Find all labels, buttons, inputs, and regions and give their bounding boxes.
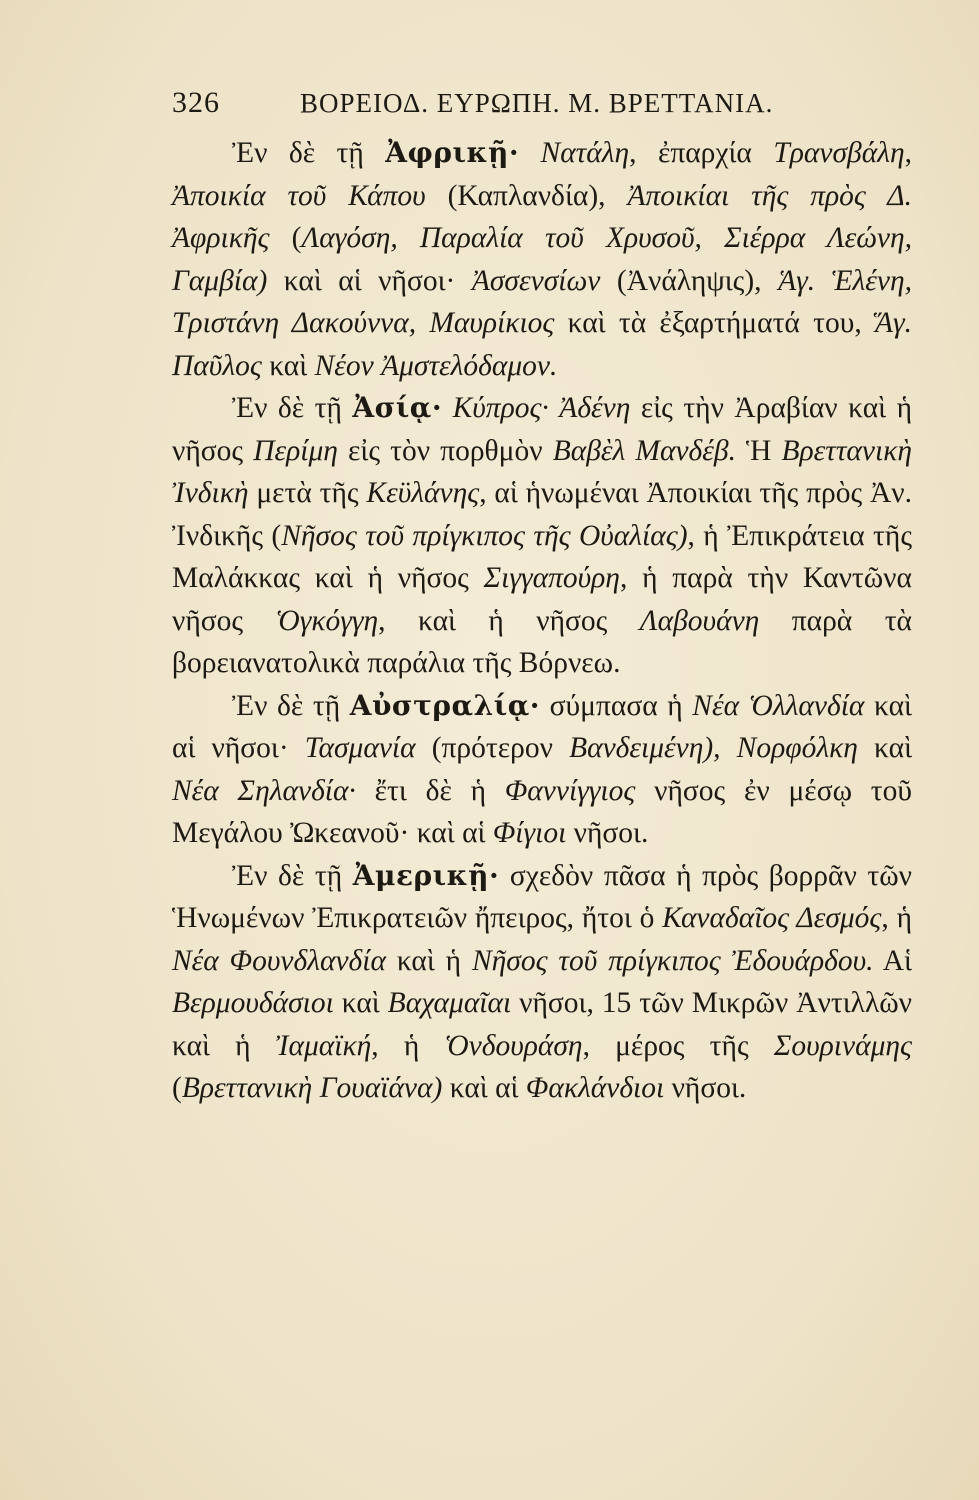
text-run: (πρότερον (415, 732, 570, 764)
text-run: ἔτι δὲ ἡ (355, 774, 505, 807)
region-heading: Ἀφρικῇ· (385, 136, 520, 169)
italic-place-name: Ἅγ. Παῦλος (172, 307, 912, 382)
text-run: σχεδὸν πᾶσα ἡ πρὸς βορρᾶν τῶν Ἡνωμένων Ἐπικρατειῶν ἤπειρος, ἤτοι ὁ (172, 859, 912, 934)
text-run: , ἡ παρὰ τὴν Καντῶνα νῆσος (172, 562, 912, 637)
italic-place-name: Βανδειμένη), (569, 732, 721, 764)
italic-place-name: Σουρινάμης (773, 1029, 912, 1062)
text-run: , (904, 137, 912, 169)
italic-place-name: Ἰαμαϊκή (275, 1029, 372, 1062)
italic-place-name: Βερμουδάσιοι (172, 987, 334, 1019)
italic-place-name: Ἀποικία τοῦ Κάπου (172, 179, 426, 212)
text-run: ( (172, 1072, 182, 1104)
text-run: καὶ αἱ νῆσοι· (172, 689, 912, 764)
italic-place-name: Καναδαῖος Δεσμός (662, 902, 882, 934)
text-run: εἰς τὴν Ἀραβίαν καὶ ἡ νῆσος (172, 392, 912, 467)
text-run: , μέρος τῆς (582, 1029, 774, 1062)
italic-place-name: Ἁγ. Ἑλένη, Τριστάνη Δακούννα, Μαυρίκιος (172, 264, 912, 339)
text-run: Αἱ (873, 944, 912, 977)
text-run: καὶ (857, 732, 913, 764)
text-run: σύμπασα ἡ (540, 689, 693, 722)
italic-place-name: Τρανσβάλη (773, 137, 905, 169)
italic-place-name: Νέα Φουνδλανδία (172, 944, 386, 977)
text-run: Ἐν δὲ τῇ (232, 859, 353, 892)
italic-place-name: Φίγιοι (492, 817, 567, 849)
text-run: νῆσοι. (566, 817, 649, 849)
paragraph-australia (172, 685, 912, 855)
text-run: παρὰ τὰ βορειανατολικὰ παράλια τῆς Βόρνεω. (172, 604, 913, 679)
italic-place-name: Ὁγκόγγη (275, 604, 379, 637)
text-run: Ἐν δὲ τῇ (232, 392, 353, 424)
text-run: Ἐν δὲ τῇ (232, 689, 350, 722)
text-run: , ἡ (881, 902, 912, 934)
region-heading: Αὐστραλίᾳ· (349, 688, 541, 722)
italic-place-name: Περίμη (253, 434, 338, 467)
italic-place-name: Κεϋλάνης (366, 477, 480, 509)
text-run: νῆσοι, 15 τῶν Μικρῶν Ἀντιλλῶν καὶ ἡ (172, 987, 913, 1062)
text-run: , αἱ ἡνωμέναι Ἀποικίαι τῆς πρὸς Ἀν. Ἰνδικῆς ( (172, 477, 912, 552)
italic-place-name: Σιγγαπούρη (483, 562, 620, 594)
region-heading: Ἀσίᾳ· (352, 391, 443, 424)
region-heading: Ἀμερικῇ· (352, 858, 500, 892)
text-run: καὶ (333, 987, 388, 1019)
text-run: καὶ τὰ ἐξαρτήματά του, (554, 307, 875, 339)
italic-place-name: Ἀσσενσίων (471, 264, 601, 297)
text-run: , ἐπαρχία (629, 137, 774, 169)
italic-place-name: Νῆσος τοῦ πρίγκιπος τῆς Οὐαλίας) (281, 519, 688, 552)
italic-place-name: Ἀποικίαι τῆς πρὸς Δ. Ἀφρικῆς (172, 179, 912, 254)
text-run: ( (269, 222, 302, 254)
italic-place-name: Νέα Ὁλλανδία (692, 689, 865, 722)
italic-place-name: Νατάλη (519, 137, 630, 169)
text-run: εἰς τὸν πορθμὸν (337, 434, 553, 467)
running-title: ΒΟΡΕΙΟΔ. ΕΥΡΩΠΗ. Μ. ΒΡΕΤΤΑΝΙΑ. (300, 88, 774, 118)
text-run: (Καπλανδία), (425, 179, 628, 212)
italic-place-name: Βαβὲλ Μανδέβ. (552, 434, 736, 467)
italic-place-name: Νέον Ἀμστελόδαμον. (314, 349, 558, 382)
text-run (721, 732, 737, 764)
italic-place-name: Βαχαμαῖαι (387, 987, 512, 1019)
text-run: καὶ αἱ νῆσοι· (267, 264, 472, 297)
italic-place-name: Νορφόλκη (736, 732, 858, 764)
text-run: νῆσος ἐν μέσῳ τοῦ Μεγάλου Ὠκεανοῦ· καὶ αἱ (172, 774, 912, 849)
paragraph-africa (172, 132, 912, 387)
italic-place-name: Λαγόση, Παραλία τοῦ Χρυσοῦ, Σιέρρα Λεώνη, Γαμβία) (172, 222, 912, 297)
italic-place-name: Τασμανία (304, 732, 416, 764)
page-number: 326 (172, 86, 220, 119)
italic-place-name: Βρεττανικὴ Γουαϊάνα) (181, 1072, 443, 1104)
italic-place-name: Ὁνδουράση (444, 1029, 583, 1062)
text-run: νῆσοι. (664, 1072, 747, 1104)
text-run: καὶ αἱ (442, 1072, 526, 1104)
page-header (172, 86, 912, 126)
paragraph-america (172, 855, 912, 1110)
text-run: , καὶ ἡ νῆσος (378, 604, 640, 637)
italic-place-name: Φαννίγγιος (504, 774, 636, 807)
text-run: μετὰ τῆς (248, 477, 367, 509)
italic-place-name: Φακλάνδιοι (525, 1072, 665, 1104)
text-run: (Ἀνάληψις), (600, 264, 779, 297)
text-run: καὶ (261, 349, 315, 382)
text-run: , ἡ Ἐπικράτεια τῆς Μαλάκκας καὶ ἡ νῆσος (172, 519, 912, 594)
text-run: Ἐν δὲ τῇ (232, 137, 386, 169)
italic-place-name: Λαβουάνη (639, 604, 760, 637)
italic-place-name: Νέα Σηλανδία· (172, 774, 356, 807)
italic-place-name: Βρεττανικὴ Ἰνδικὴ (172, 434, 912, 509)
text-run: Ἡ (735, 434, 782, 467)
italic-place-name: Κύπρος· Ἀδένη (442, 392, 631, 424)
body-text (172, 132, 912, 1110)
paragraph-asia (172, 387, 912, 685)
text-run: , ἡ (371, 1029, 445, 1062)
italic-place-name: Νῆσος τοῦ πρίγκιπος Ἐδουάρδου. (471, 944, 874, 977)
text-run: καὶ ἡ (385, 944, 472, 977)
